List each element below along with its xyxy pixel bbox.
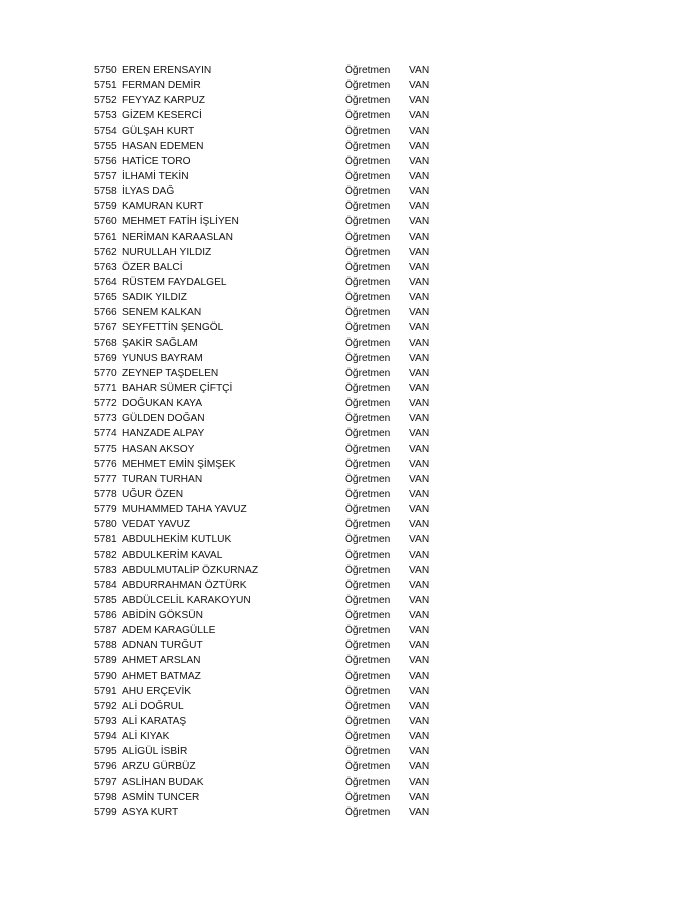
- list-row: [94, 336, 454, 351]
- row-number: 5789: [94, 655, 117, 667]
- list-row: [94, 593, 454, 608]
- list-row: [94, 230, 454, 245]
- list-row: [94, 775, 454, 790]
- row-number: 5782: [94, 549, 117, 561]
- list-row: [94, 78, 454, 93]
- city-text: VAN: [409, 337, 430, 349]
- list-row: [94, 93, 454, 108]
- role-text: Öğretmen: [345, 261, 391, 273]
- list-row: [94, 426, 454, 441]
- list-row: [94, 290, 454, 305]
- row-number: 5752: [94, 95, 117, 107]
- role-text: Öğretmen: [345, 246, 391, 258]
- role-text: Öğretmen: [345, 564, 391, 576]
- row-number: 5780: [94, 519, 117, 531]
- list-row: [94, 169, 454, 184]
- row-number: 5760: [94, 216, 117, 228]
- person-name: BAHAR SÜMER ÇİFTÇİ: [122, 382, 233, 394]
- city-text: VAN: [409, 700, 430, 712]
- list-row: [94, 411, 454, 426]
- list-row: [94, 623, 454, 638]
- list-row: [94, 502, 454, 517]
- list-row: [94, 563, 454, 578]
- person-name: UĞUR ÖZEN: [122, 488, 184, 500]
- list-row: [94, 699, 454, 714]
- role-text: Öğretmen: [345, 731, 391, 743]
- list-row: [94, 381, 454, 396]
- person-name: SEYFETTİN ŞENGÖL: [122, 322, 224, 334]
- city-text: VAN: [409, 201, 430, 213]
- row-number: 5771: [94, 382, 117, 394]
- row-number: 5786: [94, 610, 117, 622]
- list-row: [94, 108, 454, 123]
- person-name: GÜLŞAH KURT: [122, 125, 195, 137]
- role-text: Öğretmen: [345, 352, 391, 364]
- city-text: VAN: [409, 625, 430, 637]
- person-name: ASMİN TUNCER: [122, 791, 200, 803]
- city-text: VAN: [409, 307, 430, 319]
- list-row: [94, 487, 454, 502]
- list-row: [94, 199, 454, 214]
- city-text: VAN: [409, 292, 430, 304]
- person-name: ASLİHAN BUDAK: [122, 776, 204, 788]
- role-text: Öğretmen: [345, 458, 391, 470]
- city-text: VAN: [409, 352, 430, 364]
- city-text: VAN: [409, 170, 430, 182]
- city-text: VAN: [409, 428, 430, 440]
- city-text: VAN: [409, 80, 430, 92]
- role-text: Öğretmen: [345, 791, 391, 803]
- city-text: VAN: [409, 473, 430, 485]
- person-name: ALİ KIYAK: [122, 731, 170, 743]
- person-name: DOĞUKAN KAYA: [122, 398, 203, 410]
- role-text: Öğretmen: [345, 398, 391, 410]
- row-number: 5783: [94, 564, 117, 576]
- person-name: ADEM KARAGÜLLE: [122, 625, 216, 637]
- person-name: ABDULHEKİM KUTLUK: [122, 534, 232, 546]
- person-name: GİZEM KESERCİ: [122, 110, 202, 122]
- person-name: AHMET BATMAZ: [122, 670, 201, 682]
- role-text: Öğretmen: [345, 80, 391, 92]
- row-number: 5758: [94, 186, 117, 198]
- row-number: 5787: [94, 625, 117, 637]
- row-number: 5772: [94, 398, 117, 410]
- city-text: VAN: [409, 216, 430, 228]
- role-text: Öğretmen: [345, 292, 391, 304]
- city-text: VAN: [409, 246, 430, 258]
- city-text: VAN: [409, 534, 430, 546]
- person-name: FEYYAZ KARPUZ: [122, 95, 206, 107]
- list-row: [94, 653, 454, 668]
- row-number: 5777: [94, 473, 117, 485]
- row-number: 5784: [94, 579, 117, 591]
- role-text: Öğretmen: [345, 488, 391, 500]
- list-row: [94, 320, 454, 335]
- list-row: [94, 669, 454, 684]
- list-row: [94, 184, 454, 199]
- role-text: Öğretmen: [345, 549, 391, 561]
- city-text: VAN: [409, 125, 430, 137]
- city-text: VAN: [409, 746, 430, 758]
- role-text: Öğretmen: [345, 65, 391, 76]
- city-text: VAN: [409, 519, 430, 531]
- role-text: Öğretmen: [345, 655, 391, 667]
- city-text: VAN: [409, 761, 430, 773]
- role-text: Öğretmen: [345, 95, 391, 107]
- role-text: Öğretmen: [345, 761, 391, 773]
- list-row: [94, 214, 454, 229]
- list-row: [94, 245, 454, 260]
- city-text: VAN: [409, 443, 430, 455]
- city-text: VAN: [409, 791, 430, 803]
- city-text: VAN: [409, 685, 430, 697]
- role-text: Öğretmen: [345, 806, 391, 818]
- row-number: 5792: [94, 700, 117, 712]
- row-number: 5775: [94, 443, 117, 455]
- list-row: [94, 729, 454, 744]
- city-text: VAN: [409, 382, 430, 394]
- row-number: 5750: [94, 65, 117, 76]
- person-name: İLHAMİ TEKİN: [122, 170, 189, 182]
- list-row: [94, 790, 454, 805]
- row-number: 5776: [94, 458, 117, 470]
- row-number: 5767: [94, 322, 117, 334]
- person-name: ABDULMUTALİP ÖZKURNAZ: [122, 564, 259, 576]
- person-name: ADNAN TURĞUT: [122, 640, 203, 652]
- person-name: KAMURAN KURT: [122, 201, 204, 213]
- list-row: [94, 305, 454, 320]
- role-text: Öğretmen: [345, 746, 391, 758]
- city-text: VAN: [409, 110, 430, 122]
- row-number: 5795: [94, 746, 117, 758]
- person-name: SADIK YILDIZ: [122, 292, 187, 304]
- row-number: 5779: [94, 504, 117, 516]
- city-text: VAN: [409, 413, 430, 425]
- row-number: 5756: [94, 155, 117, 167]
- role-text: Öğretmen: [345, 610, 391, 622]
- city-text: VAN: [409, 504, 430, 516]
- person-name: ABDÜLCELİL KARAKOYUN: [122, 594, 251, 606]
- row-number: 5796: [94, 761, 117, 773]
- list-row: [94, 457, 454, 472]
- role-text: Öğretmen: [345, 625, 391, 637]
- city-text: VAN: [409, 610, 430, 622]
- person-name: VEDAT YAVUZ: [122, 519, 191, 531]
- city-text: VAN: [409, 155, 430, 167]
- person-name: AHMET ARSLAN: [122, 655, 201, 667]
- row-number: 5778: [94, 488, 117, 500]
- person-name: ALİ DOĞRUL: [122, 700, 184, 712]
- city-text: VAN: [409, 367, 430, 379]
- person-name: MEHMET EMİN ŞİMŞEK: [122, 458, 236, 470]
- role-text: Öğretmen: [345, 125, 391, 137]
- row-number: 5754: [94, 125, 117, 137]
- list-row: [94, 608, 454, 623]
- person-name: YUNUS BAYRAM: [122, 352, 203, 364]
- row-number: 5794: [94, 731, 117, 743]
- list-row: [94, 759, 454, 774]
- row-number: 5769: [94, 352, 117, 364]
- city-text: VAN: [409, 458, 430, 470]
- list-row: [94, 154, 454, 169]
- role-text: Öğretmen: [345, 640, 391, 652]
- role-text: Öğretmen: [345, 322, 391, 334]
- list-row: [94, 351, 454, 366]
- row-number: 5759: [94, 201, 117, 213]
- row-number: 5757: [94, 170, 117, 182]
- person-name: ALİ KARATAŞ: [122, 716, 187, 728]
- city-text: VAN: [409, 276, 430, 288]
- role-text: Öğretmen: [345, 716, 391, 728]
- role-text: Öğretmen: [345, 685, 391, 697]
- role-text: Öğretmen: [345, 534, 391, 546]
- role-text: Öğretmen: [345, 670, 391, 682]
- person-name: HATİCE TORO: [122, 155, 191, 167]
- role-text: Öğretmen: [345, 201, 391, 213]
- role-text: Öğretmen: [345, 700, 391, 712]
- person-name: FERMAN DEMİR: [122, 80, 201, 92]
- row-number: 5791: [94, 685, 117, 697]
- list-row: [94, 472, 454, 487]
- person-name: GÜLDEN DOĞAN: [122, 413, 205, 425]
- city-text: VAN: [409, 322, 430, 334]
- list-row: [94, 366, 454, 381]
- row-number: 5763: [94, 261, 117, 273]
- person-name: RÜSTEM FAYDALGEL: [122, 276, 227, 288]
- list-row: [94, 139, 454, 154]
- role-text: Öğretmen: [345, 186, 391, 198]
- person-name: ABİDİN GÖKSÜN: [122, 610, 203, 622]
- city-text: VAN: [409, 716, 430, 728]
- list-row: [94, 548, 454, 563]
- person-name: ASYA KURT: [122, 806, 179, 818]
- role-text: Öğretmen: [345, 428, 391, 440]
- row-number: 5788: [94, 640, 117, 652]
- row-number: 5799: [94, 806, 117, 818]
- row-number: 5781: [94, 534, 117, 546]
- list-row: [94, 638, 454, 653]
- city-text: VAN: [409, 579, 430, 591]
- person-name: ÖZER BALCİ: [122, 261, 183, 273]
- person-name: ŞAKİR SAĞLAM: [122, 337, 198, 349]
- role-text: Öğretmen: [345, 140, 391, 152]
- row-number: 5774: [94, 428, 117, 440]
- role-text: Öğretmen: [345, 382, 391, 394]
- role-text: Öğretmen: [345, 413, 391, 425]
- row-number: 5753: [94, 110, 117, 122]
- city-text: VAN: [409, 776, 430, 788]
- row-number: 5793: [94, 716, 117, 728]
- city-text: VAN: [409, 261, 430, 273]
- list-row: [94, 714, 454, 729]
- city-text: VAN: [409, 594, 430, 606]
- role-text: Öğretmen: [345, 579, 391, 591]
- role-text: Öğretmen: [345, 776, 391, 788]
- city-text: VAN: [409, 65, 430, 76]
- person-name: ZEYNEP TAŞDELEN: [122, 367, 219, 379]
- city-text: VAN: [409, 231, 430, 243]
- city-text: VAN: [409, 670, 430, 682]
- role-text: Öğretmen: [345, 276, 391, 288]
- row-number: 5766: [94, 307, 117, 319]
- list-row: [94, 275, 454, 290]
- row-number: 5765: [94, 292, 117, 304]
- person-name: HASAN EDEMEN: [122, 140, 204, 152]
- city-text: VAN: [409, 564, 430, 576]
- role-text: Öğretmen: [345, 443, 391, 455]
- person-name: NURULLAH YILDIZ: [122, 246, 212, 258]
- role-text: Öğretmen: [345, 307, 391, 319]
- city-text: VAN: [409, 731, 430, 743]
- row-number: 5797: [94, 776, 117, 788]
- city-text: VAN: [409, 398, 430, 410]
- role-text: Öğretmen: [345, 110, 391, 122]
- row-number: 5790: [94, 670, 117, 682]
- person-name: AHU ERÇEVİK: [122, 685, 192, 697]
- row-number: 5798: [94, 791, 117, 803]
- person-name: HASAN AKSOY: [122, 443, 195, 455]
- row-number: 5751: [94, 80, 117, 92]
- city-text: VAN: [409, 640, 430, 652]
- person-name: SENEM KALKAN: [122, 307, 202, 319]
- city-text: VAN: [409, 549, 430, 561]
- person-name: MUHAMMED TAHA YAVUZ: [122, 504, 247, 516]
- city-text: VAN: [409, 488, 430, 500]
- list-row: [94, 517, 454, 532]
- role-text: Öğretmen: [345, 504, 391, 516]
- person-name: İLYAS DAĞ: [122, 186, 175, 198]
- role-text: Öğretmen: [345, 231, 391, 243]
- person-name: TURAN TURHAN: [122, 473, 203, 485]
- role-text: Öğretmen: [345, 594, 391, 606]
- person-name: ABDULKERİM KAVAL: [122, 549, 223, 561]
- role-text: Öğretmen: [345, 367, 391, 379]
- city-text: VAN: [409, 95, 430, 107]
- role-text: Öğretmen: [345, 155, 391, 167]
- person-name: MEHMET FATİH İŞLİYEN: [122, 216, 239, 228]
- list-row: [94, 63, 454, 78]
- list-row: [94, 260, 454, 275]
- list-row: [94, 744, 454, 759]
- list-row: [94, 124, 454, 139]
- role-text: Öğretmen: [345, 519, 391, 531]
- row-number: 5755: [94, 140, 117, 152]
- list-row: [94, 805, 454, 820]
- list-row: [94, 442, 454, 457]
- list-row: [94, 396, 454, 411]
- teacher-list: [94, 63, 454, 820]
- list-row: [94, 578, 454, 593]
- role-text: Öğretmen: [345, 216, 391, 228]
- row-number: 5764: [94, 276, 117, 288]
- person-name: ARZU GÜRBÜZ: [122, 761, 196, 773]
- role-text: Öğretmen: [345, 473, 391, 485]
- person-name: NERİMAN KARAASLAN: [122, 231, 233, 243]
- row-number: 5761: [94, 231, 117, 243]
- list-row: [94, 684, 454, 699]
- city-text: VAN: [409, 140, 430, 152]
- city-text: VAN: [409, 655, 430, 667]
- role-text: Öğretmen: [345, 170, 391, 182]
- city-text: VAN: [409, 186, 430, 198]
- person-name: ALİGÜL İSBİR: [122, 746, 188, 758]
- city-text: VAN: [409, 806, 430, 818]
- row-number: 5773: [94, 413, 117, 425]
- person-name: HANZADE ALPAY: [122, 428, 205, 440]
- role-text: Öğretmen: [345, 337, 391, 349]
- row-number: 5785: [94, 594, 117, 606]
- person-name: EREN ERENSAYIN: [122, 65, 212, 76]
- person-name: ABDURRAHMAN ÖZTÜRK: [122, 579, 247, 591]
- row-number: 5768: [94, 337, 117, 349]
- row-number: 5762: [94, 246, 117, 258]
- list-row: [94, 532, 454, 547]
- row-number: 5770: [94, 367, 117, 379]
